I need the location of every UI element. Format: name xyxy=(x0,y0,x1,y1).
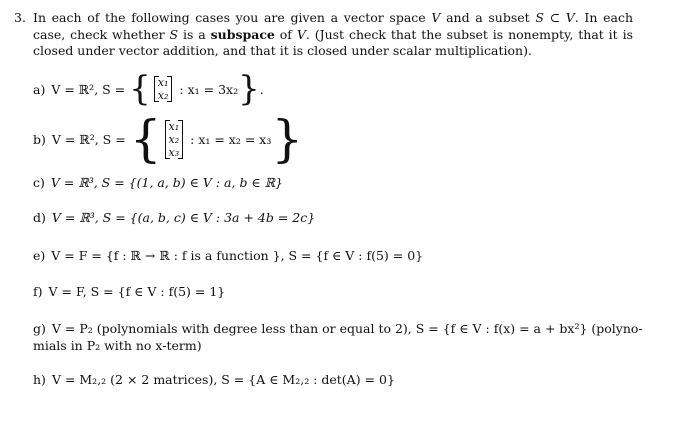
vector-entry: x₂ xyxy=(168,132,180,146)
intro-text: . (Just check that the subset is nonempty, that it is closed under vector addition, and that it is closed under scalar multiplication). xyxy=(33,26,633,58)
problem-intro xyxy=(33,10,633,60)
part-prefix: V = ℝ², S = xyxy=(51,131,126,147)
right-brace: } xyxy=(238,69,260,109)
set-condition: : x₁ = x₂ = x₃ xyxy=(190,131,272,147)
part-text: V = P₂ (polynomials with degree less than or equal to 2), S = {f ∈ V : f(x) = a + bx²} (polyno- xyxy=(51,321,643,336)
part-c xyxy=(33,175,283,190)
set-expression xyxy=(129,69,264,109)
set-condition: : x₁ = 3x₂ xyxy=(179,81,239,97)
part-label: b) xyxy=(33,131,46,147)
intro-text: and a subset xyxy=(440,10,536,25)
part-label: f) xyxy=(33,284,43,299)
part-label: a) xyxy=(33,81,46,97)
left-brace: { xyxy=(129,110,162,168)
part-d xyxy=(33,210,315,225)
part-g xyxy=(33,321,643,336)
part-text: V = ℝ³, S = {(1, a, b) ∈ V : a, b ∈ ℝ} xyxy=(50,175,284,190)
problem-number: 3. xyxy=(14,10,26,25)
part-e xyxy=(33,248,423,263)
part-text: V = ℝ³, S = {(a, b, c) ∈ V : 3a + 4b = 2c} xyxy=(51,210,316,225)
intro-text: In each of the following cases you are given a vector space xyxy=(33,10,432,25)
part-label: d) xyxy=(33,210,46,225)
column-vector xyxy=(165,120,184,159)
column-vector xyxy=(154,76,173,102)
part-suffix: . xyxy=(259,81,264,97)
part-text: V = M₂,₂ (2 × 2 matrices), S = {A ∈ M₂,₂ : det(A) = 0} xyxy=(51,372,395,387)
part-a xyxy=(33,69,264,109)
intro-text: of xyxy=(274,26,297,42)
part-label: e) xyxy=(33,248,46,263)
part-label: h) xyxy=(33,372,46,387)
intro-bold: subspace xyxy=(210,26,275,42)
part-label: c) xyxy=(33,175,45,190)
vector-entry: x₁ xyxy=(157,76,169,89)
intro-text: . In each case, check whether xyxy=(33,10,633,42)
right-brace: } xyxy=(271,110,304,168)
part-b xyxy=(33,110,304,168)
part-prefix: V = ℝ², S = xyxy=(51,81,126,97)
part-text: V = F = {f : ℝ → ℝ : f is a function }, S = {f ∈ V : f(5) = 0} xyxy=(51,248,424,263)
intro-var: V xyxy=(431,10,441,25)
part-text: V = F, S = {f ∈ V : f(5) = 1} xyxy=(48,284,226,299)
intro-var: S ⊂ V xyxy=(535,10,575,25)
vector-entry: x₁ xyxy=(168,119,180,133)
vector-entry: x₃ xyxy=(168,145,180,159)
part-g-continued: mials in P₂ with no x-term) xyxy=(33,338,202,353)
left-brace: { xyxy=(129,69,151,109)
intro-text: is a xyxy=(178,26,211,42)
vector-entry: x₂ xyxy=(157,89,169,102)
part-h xyxy=(33,372,395,387)
part-f xyxy=(33,284,225,299)
intro-var: V xyxy=(296,26,306,42)
part-label: g) xyxy=(33,321,46,336)
set-expression xyxy=(129,110,304,168)
intro-var: S xyxy=(169,26,179,42)
